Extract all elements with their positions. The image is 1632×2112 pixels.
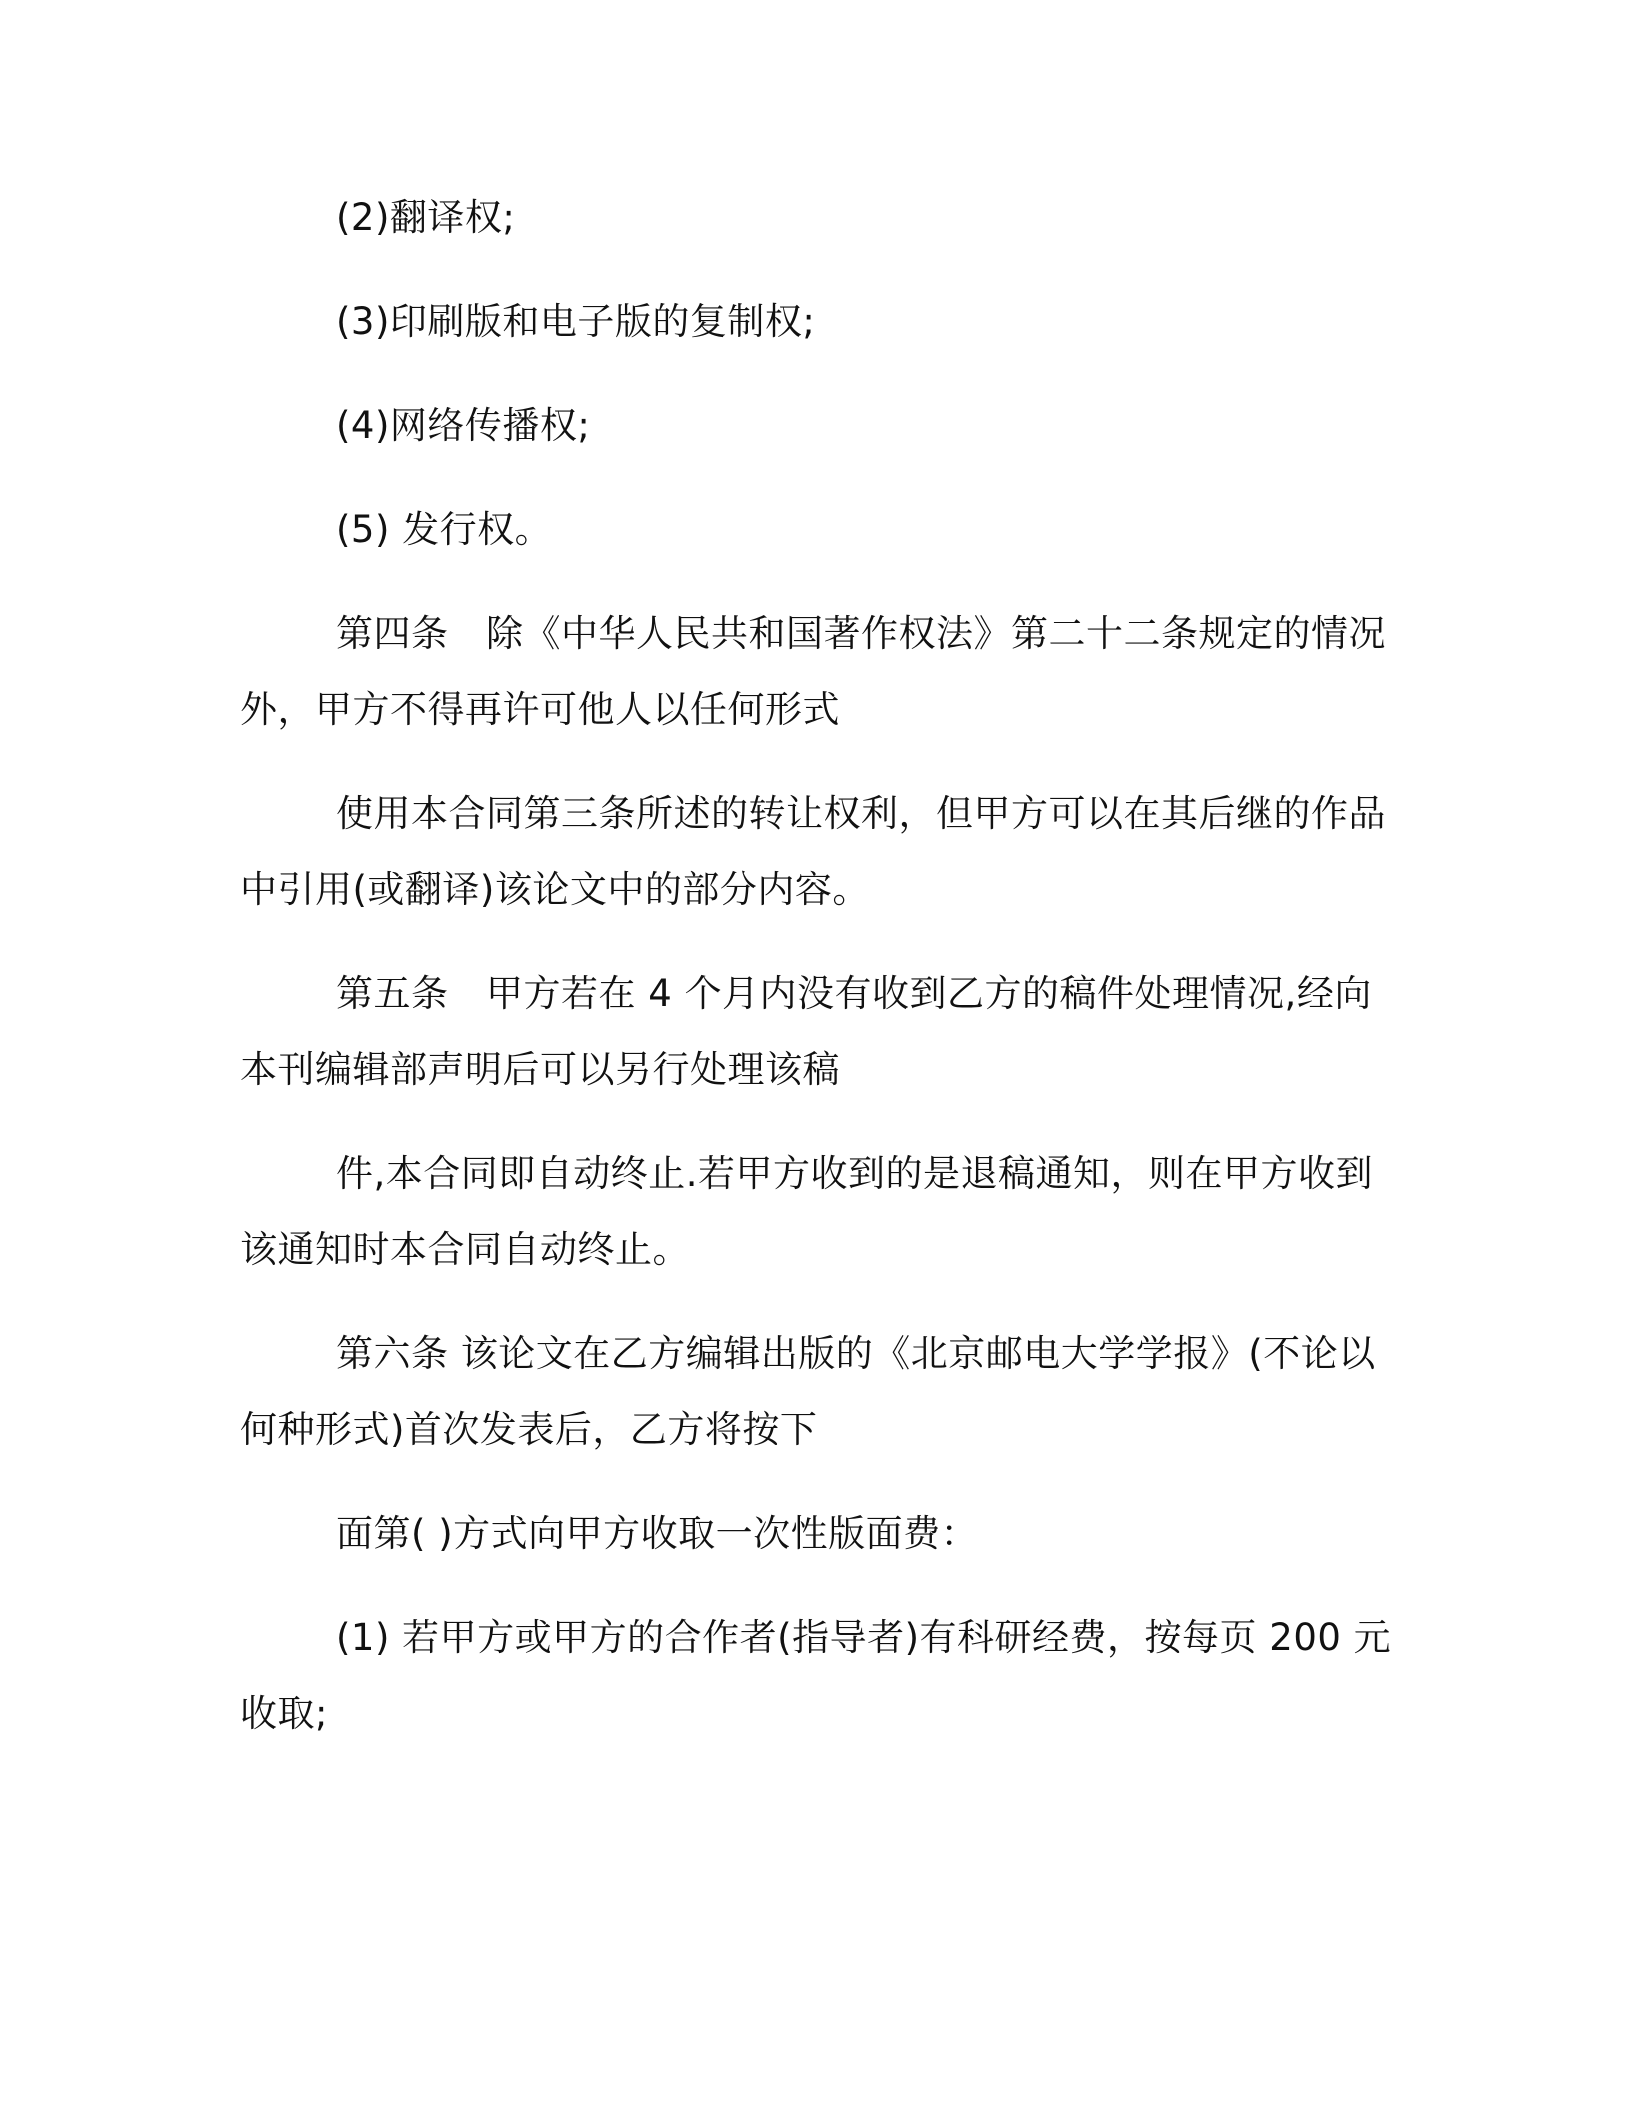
text-line: (2)翻译权;: [336, 196, 516, 239]
article-four-paragraph: [240, 596, 1386, 748]
article-five-paragraph: [240, 956, 1380, 1108]
text-line: 收取;: [240, 1692, 328, 1735]
text-line: (1) 若甲方或甲方的合作者(指导者)有科研经费，按每页 200 元: [336, 1616, 1392, 1659]
fee-option-one: [240, 1600, 1392, 1752]
text-line: 第六条 该论文在乙方编辑出版的《北京邮电大学学报》(不论以: [336, 1332, 1376, 1375]
text-line: 该通知时本合同自动终止。: [240, 1228, 690, 1271]
article-six-paragraph: [240, 1316, 1380, 1468]
text-line: 件,本合同即自动终止.若甲方收到的是退稿通知，则在甲方收到: [336, 1152, 1374, 1195]
text-line: 中引用(或翻译)该论文中的部分内容。: [240, 868, 870, 911]
text-line: 本刊编辑部声明后可以另行处理该稿: [240, 1048, 840, 1091]
text-line: 使用本合同第三条所述的转让权利，但甲方可以在其后继的作品: [336, 792, 1386, 835]
text-line: 面第( )方式向甲方收取一次性版面费：: [336, 1512, 979, 1555]
text-line: (3)印刷版和电子版的复制权;: [336, 300, 816, 343]
text-line: 外，甲方不得再许可他人以任何形式: [240, 688, 840, 731]
article-five-continuation: [240, 1136, 1380, 1288]
clause-item-network-right: [240, 388, 1380, 464]
clause-item-distribution-right: [240, 492, 1380, 568]
text-line: (4)网络传播权;: [336, 404, 591, 447]
clause-item-translation-right: [240, 180, 1380, 256]
clause-item-copy-right: [240, 284, 1380, 360]
text-line: 第五条 甲方若在 4 个月内没有收到乙方的稿件处理情况,经向: [336, 972, 1372, 1015]
text-line: (5) 发行权。: [336, 508, 553, 551]
article-six-continuation: [240, 1496, 1380, 1572]
article-four-continuation: [240, 776, 1386, 928]
text-line: 第四条 除《中华人民共和国著作权法》第二十二条规定的情况: [336, 612, 1386, 655]
text-line: 何种形式)首次发表后，乙方将按下: [240, 1408, 818, 1451]
